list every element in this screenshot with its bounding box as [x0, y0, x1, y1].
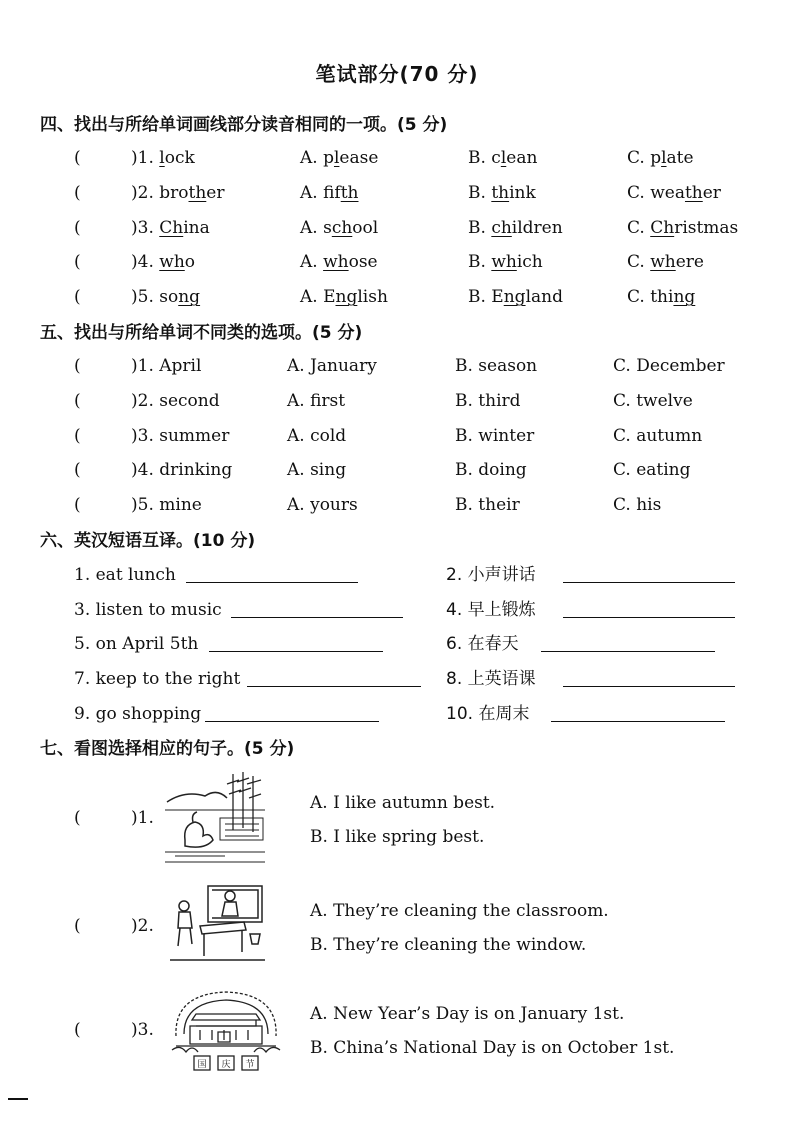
- option-a-part: A.: [300, 252, 324, 273]
- answer-blank[interactable]: [247, 686, 421, 687]
- option-b-part: ildren: [511, 217, 563, 238]
- phrase-chinese: 4. 早上锻炼: [446, 599, 536, 620]
- option-a-part: A. E: [300, 287, 336, 308]
- section6-row: [0, 664, 794, 694]
- option-b: B. third: [455, 390, 521, 411]
- option-b: B. winter: [455, 425, 535, 446]
- option-b: B. They’re cleaning the window.: [310, 935, 587, 955]
- option-a: A. cold: [287, 425, 347, 446]
- option-a-part: th: [340, 182, 359, 203]
- option-c-part: C. thi: [627, 287, 674, 308]
- option-a-part: A. s: [300, 217, 332, 238]
- flag-label-3: 节: [245, 1060, 255, 1070]
- option-a-part: A. fif: [300, 182, 341, 203]
- question-word-part: th: [188, 182, 207, 203]
- question-word: [159, 287, 200, 307]
- section5-question: [0, 351, 794, 381]
- answer-paren: (: [74, 808, 81, 828]
- option-a: A. yours: [287, 495, 358, 516]
- option-c: [627, 178, 721, 208]
- option-c: [627, 282, 695, 312]
- question-word-part: wh: [159, 252, 185, 273]
- phrase-chinese: 10. 在周末: [446, 703, 530, 724]
- option-a-part: ose: [348, 252, 378, 273]
- phrase-chinese: 2. 小声讲话: [446, 565, 536, 585]
- picture-tiananmen-scene: [170, 986, 282, 1076]
- phrase-chinese: 6. 在春天: [446, 634, 519, 655]
- answer-paren: (: [74, 495, 81, 516]
- option-b-part: B.: [468, 217, 492, 238]
- question-word-part: l: [159, 148, 165, 168]
- question-word: [159, 218, 210, 238]
- question-word-part: ng: [178, 287, 201, 308]
- option-c-part: er: [702, 182, 721, 203]
- option-b-part: land: [525, 287, 563, 308]
- option-a-part: l: [333, 148, 340, 168]
- option-b-part: B.: [468, 182, 492, 203]
- option-b-part: ean: [506, 148, 538, 168]
- option-a: [300, 143, 378, 173]
- option-b-part: ink: [509, 182, 536, 203]
- answer-blank[interactable]: [563, 686, 735, 687]
- option-a: A. sing: [287, 460, 347, 481]
- answer-paren: (: [74, 425, 81, 446]
- option-c-part: Ch: [650, 217, 675, 238]
- option-a-part: ch: [331, 217, 353, 238]
- question-number: [131, 213, 210, 243]
- option-c-part: th: [684, 182, 703, 203]
- option-b-part: B. E: [468, 287, 504, 308]
- question-word-part: o: [184, 252, 196, 273]
- phrase-chinese: 8. 上英语课: [446, 669, 536, 690]
- phrase-english: 1. eat lunch: [74, 565, 176, 585]
- section6-row: [0, 560, 794, 590]
- option-b-part: wh: [491, 252, 517, 273]
- page-edge-mark: [8, 1098, 28, 1100]
- option-b: B. season: [455, 356, 538, 376]
- option-c-part: ng: [673, 287, 696, 308]
- phrase-english: 7. keep to the right: [74, 669, 241, 690]
- question-word: )4. drinking: [131, 460, 233, 481]
- section6-heading: 六、英汉短语互译。(10 分): [40, 531, 256, 551]
- option-c-part: C. wea: [627, 182, 685, 203]
- option-b: B. China’s National Day is on October 1st.: [310, 1038, 675, 1058]
- page-title: 笔试部分(70 分): [315, 62, 479, 86]
- question-number: [131, 282, 200, 312]
- option-a: A. January: [287, 356, 377, 376]
- section4-question: [0, 213, 794, 243]
- phrase-english: 3. listen to music: [74, 599, 222, 620]
- question-word-part: er: [206, 182, 225, 203]
- option-c-part: l: [661, 148, 667, 168]
- option-b-part: ich: [516, 252, 543, 273]
- answer-blank[interactable]: [563, 617, 735, 618]
- option-c: C. December: [613, 356, 725, 376]
- option-b-part: ng: [503, 287, 526, 308]
- answer-paren: (: [74, 356, 81, 376]
- answer-blank[interactable]: [209, 651, 383, 652]
- answer-paren: (: [74, 390, 81, 411]
- option-a: [300, 247, 378, 277]
- question-number: )3.: [131, 1020, 154, 1040]
- option-c: [627, 143, 694, 173]
- section5-question: [0, 490, 794, 520]
- option-b: [468, 143, 537, 173]
- flag-label-1: 国: [197, 1060, 207, 1070]
- option-b: [468, 282, 563, 312]
- option-c-part: C.: [627, 252, 651, 273]
- section6-row: [0, 699, 794, 729]
- section4-question: [0, 178, 794, 208]
- option-c: C. eating: [613, 460, 691, 481]
- answer-paren: (: [74, 287, 81, 308]
- answer-blank[interactable]: [205, 721, 379, 722]
- answer-blank[interactable]: [541, 651, 715, 652]
- question-word: [159, 252, 195, 272]
- question-number-label: )3.: [131, 217, 160, 238]
- option-b-part: B. c: [468, 148, 501, 168]
- option-a-part: lish: [357, 287, 388, 308]
- question-number-label: )5.: [131, 287, 160, 308]
- answer-blank[interactable]: [231, 617, 403, 618]
- section4-question: [0, 282, 794, 312]
- answer-paren: (: [74, 217, 81, 238]
- question-number: )2.: [131, 916, 154, 936]
- question-word-part: so: [159, 287, 179, 308]
- option-a-part: A. p: [300, 148, 334, 168]
- question-number: [131, 247, 195, 277]
- answer-blank[interactable]: [186, 582, 358, 583]
- picture-cleaning-scene: [170, 882, 265, 964]
- option-c: C. twelve: [613, 390, 693, 411]
- option-b-part: th: [491, 182, 510, 203]
- section6-row: [0, 629, 794, 659]
- option-b: B. I like spring best.: [310, 827, 485, 847]
- option-b: [468, 178, 536, 208]
- question-word-part: ina: [183, 217, 210, 238]
- option-c-part: C.: [627, 217, 651, 238]
- answer-paren: (: [74, 460, 81, 481]
- question-word: )3. summer: [131, 425, 230, 446]
- question-word: )1. April: [131, 356, 202, 376]
- section7-heading: 七、看图选择相应的句子。(5 分): [40, 739, 295, 759]
- option-a: [300, 213, 378, 243]
- option-a: [300, 282, 388, 312]
- option-c-part: C. p: [627, 148, 662, 168]
- option-a: A. New Year’s Day is on January 1st.: [310, 1004, 625, 1024]
- question-number: )1.: [131, 808, 154, 828]
- option-c-part: wh: [650, 252, 676, 273]
- option-c: C. autumn: [613, 425, 703, 446]
- question-number-label: )1.: [131, 148, 160, 168]
- phrase-english: 9. go shopping: [74, 703, 202, 724]
- section4-question: [0, 143, 794, 173]
- section5-heading: 五、找出与所给单词不同类的选项。(5 分): [40, 323, 363, 343]
- answer-blank[interactable]: [563, 582, 735, 583]
- answer-paren: (: [74, 1020, 81, 1040]
- option-a: [300, 178, 359, 208]
- option-c-part: ristmas: [674, 217, 739, 238]
- answer-paren: (: [74, 182, 81, 203]
- question-number-label: )4.: [131, 252, 160, 273]
- option-b-part: B.: [468, 252, 492, 273]
- option-b: B. their: [455, 495, 520, 516]
- option-b-part: l: [500, 148, 507, 168]
- question-word: )5. mine: [131, 495, 202, 516]
- section5-question: [0, 455, 794, 485]
- option-c: C. his: [613, 495, 662, 516]
- option-c-part: ere: [675, 252, 704, 273]
- picture-autumn-scene: [165, 770, 265, 868]
- option-c: [627, 247, 704, 277]
- option-a: A. I like autumn best.: [310, 793, 496, 813]
- answer-paren: (: [74, 148, 81, 168]
- option-b-part: ch: [491, 217, 512, 238]
- section6-row: [0, 595, 794, 625]
- answer-paren: (: [74, 252, 81, 273]
- option-a-part: ease: [339, 148, 379, 168]
- question-number: [131, 178, 224, 208]
- answer-paren: (: [74, 916, 81, 936]
- option-a-part: ool: [352, 217, 379, 238]
- section5-question: [0, 386, 794, 416]
- question-word-part: Ch: [159, 217, 184, 238]
- question-number-label: )2.: [131, 182, 160, 203]
- question-word: [159, 148, 195, 168]
- option-b: [468, 247, 543, 277]
- question-word: [159, 183, 224, 203]
- answer-blank[interactable]: [551, 721, 725, 722]
- option-a: A. first: [287, 390, 346, 411]
- question-word: )2. second: [131, 390, 220, 411]
- option-c-part: ate: [666, 148, 694, 168]
- question-word-part: bro: [159, 182, 189, 203]
- option-b: B. doing: [455, 460, 527, 481]
- option-a: A. They’re cleaning the classroom.: [310, 901, 609, 921]
- option-a-part: wh: [323, 252, 349, 273]
- question-number: [131, 143, 195, 173]
- option-b: [468, 213, 563, 243]
- section4-question: [0, 247, 794, 277]
- section4-heading: 四、找出与所给单词画线部分读音相同的一项。(5 分): [40, 115, 448, 135]
- question-word-part: ock: [164, 148, 195, 168]
- flag-label-2: 庆: [221, 1060, 231, 1070]
- option-c: [627, 213, 738, 243]
- option-a-part: ng: [335, 287, 358, 308]
- section5-question: [0, 421, 794, 451]
- phrase-english: 5. on April 5th: [74, 634, 199, 655]
